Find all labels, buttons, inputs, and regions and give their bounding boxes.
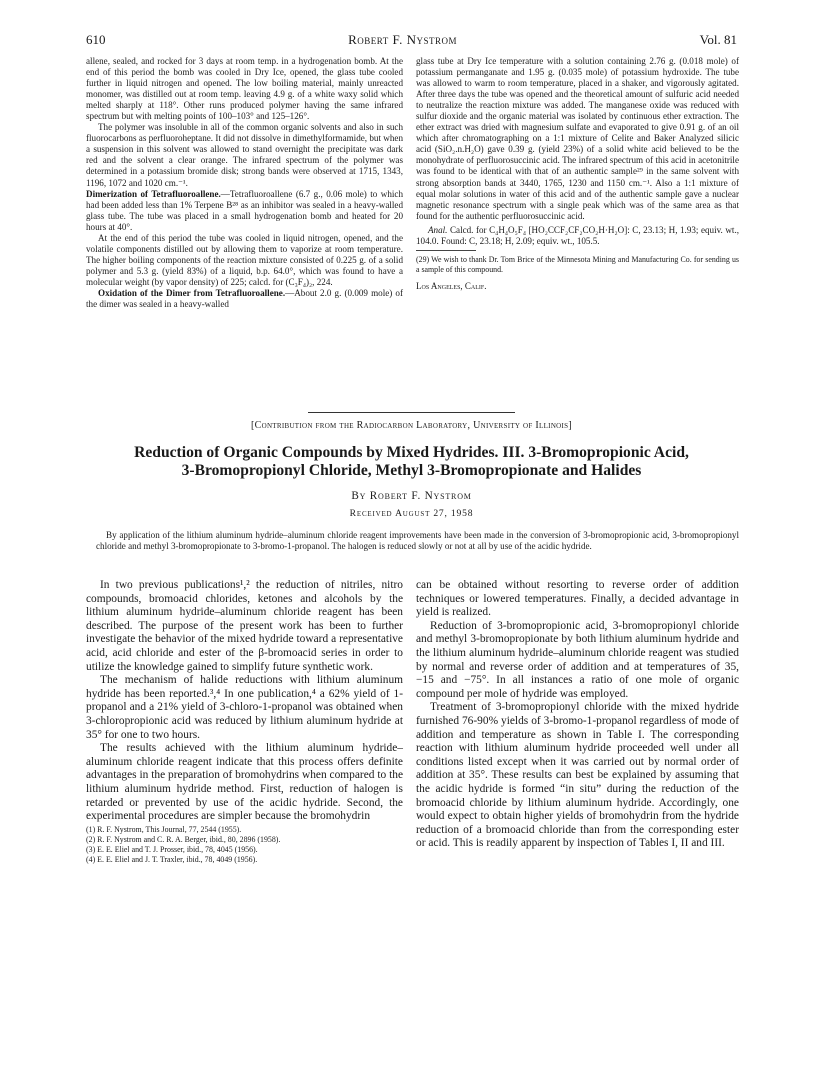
paragraph: At the end of this period the tube was cooled in liquid nitrogen, opened, and the volatile components distilled out by allowing them to vaporize at room temperature. The higher boiling components of the reaction mixture consisted of 0.225 g. of a solid polymer and 5.3 g. (yield 83%) of a liquid, b.p. 64.0°, which was found to have a molecular weight (by vapor density) of 225; calcd. for (C₃F₄)₂, 224. <box>86 232 403 287</box>
analysis-body: Calcd. for C₄H₄O₅F₄ [HO₂CCF₂CF₂CO₂H·H₂O]: C, 23.13; H, 1.93; equiv. wt., 104.0. Found: C, 23.18; H, 2.09; equiv. wt., 105.5. <box>416 224 739 246</box>
reference-list <box>86 825 403 865</box>
paragraph: Reduction of 3-bromopropionic acid, 3-bromopropionyl chloride and methyl 3-bromopropionate by both lithium aluminum hydride and the lithium aluminum hydride–aluminum chloride reagent was studied by normal and reverse order of addition and at temperatures of 35, −15 and −75°. In all instances a ratio of one mole of organic compound per mole of hydride was employed. <box>416 619 739 700</box>
footnote-rule <box>416 250 476 251</box>
reference: (4) E. E. Eliel and J. T. Traxler, ibid., 78, 4049 (1956). <box>86 854 258 864</box>
reference: (2) R. F. Nystrom and C. R. A. Berger, ibid., 80, 2896 (1958). <box>86 834 281 844</box>
paragraph: can be obtained without resorting to reverse order of addition techniques or lowered temperatures. Finally, a decided advantage in yield is realized. <box>416 579 739 619</box>
running-title: Robert F. Nystrom <box>348 32 458 47</box>
prev-article-right-column <box>416 56 739 292</box>
anal-label: Anal. <box>428 224 448 235</box>
page-header <box>86 30 737 50</box>
paragraph: The mechanism of halide reductions with lithium aluminum hydride has been reported.³,⁴ In one publication,⁴ a 62% yield of 1-propanol and a 21% yield of 3-chloro-1-propanol was obtained when 3-chloropropionic acid was reduced by lithium aluminum hydride at 35° for one to two hours. <box>86 674 403 741</box>
volume-label: Vol. 81 <box>699 32 737 47</box>
analysis-paragraph <box>416 225 739 247</box>
abstract: By application of the lithium aluminum hydride–aluminum chloride reagent improvements have been made in the conversion of 3-bromopropionic acid, 3-bromopropionyl chloride and methyl 3-bromopropionate to 3-bromo-1-propanol. The halogen is reduced slowly or not at all by use of the acidic hydride. <box>96 530 739 551</box>
paragraph <box>86 189 403 233</box>
page-number: 610 <box>86 32 106 47</box>
location: Los Angeles, Calif. <box>416 280 487 291</box>
paragraph: The results achieved with the lithium aluminum hydride–aluminum chloride reagent indicate that this process offers definite advantages in the preparation of bromohydrins when compared to the lithium aluminum hydride method. First, reduction of halogen is retarded or prevented by use of the acidic hydride. Second, the experimental procedures are simpler because the bromohydrin <box>86 742 403 823</box>
article-title <box>86 444 737 480</box>
title-line: 3-Bromopropionyl Chloride, Methyl 3-Bromopropionate and Halides <box>181 462 642 479</box>
reference: (3) E. E. Eliel and T. J. Prosser, ibid., 78, 4045 (1956). <box>86 844 258 854</box>
footnote: (29) We wish to thank Dr. Tom Brice of the Minnesota Mining and Manufacturing Co. for sending us a sample of this compound. <box>416 254 739 274</box>
paragraph: allene, sealed, and rocked for 3 days at room temp. in a hydrogenation bomb. At the end of this period the bomb was cooled in Dry Ice, opened, the glass tube cooled further in liquid nitrogen and opened. The low boiling material, mainly unreacted monomer, was distilled out at room temp. leaving 4.9 g. of a white waxy solid which melted sharply at 118°. Other runs produced polymer having the same infrared spectrum but with melting points of 100–103° and 125–126°. <box>86 56 403 122</box>
paragraph: Treatment of 3-bromopropionyl chloride with the mixed hydride furnished 76-90% yields of 3-bromo-1-propanol regardless of mode of addition and temperature as shown in Table I. The corresponding reaction with lithium aluminum hydride proceeded well under all conditions listed except when it was carried out by normal order of addition at 35°. These results can best be explained by assuming that the acidic hydride is formed “in situ” during the reduction of the bromoacid chloride by lithium aluminum hydride. Accordingly, one would expect to obtain higher yields of bromohydrin from the hydride reduction of a bromoacid chloride than from the corresponding ester or acid. This is readily apparent by inspection of Tables I, II and III. <box>416 701 739 850</box>
article-left-column <box>86 579 403 865</box>
paragraph-body: —About 2.0 g. (0.009 mole) of the dimer was sealed in a heavy-walled <box>86 287 403 310</box>
title-line: Reduction of Organic Compounds by Mixed Hydrides. III. 3-Bromopropionic Acid, <box>134 444 689 461</box>
received-date: Received August 27, 1958 <box>349 508 474 519</box>
author-byline: By Robert F. Nystrom <box>351 490 472 502</box>
section-heading: Dimerization of Tetrafluoroallene. <box>86 188 221 199</box>
paragraph <box>86 288 403 310</box>
section-heading: Oxidation of the Dimer from Tetrafluoroallene. <box>98 287 286 298</box>
article-right-column <box>416 579 739 851</box>
paragraph: glass tube at Dry Ice temperature with a solution containing 2.76 g. (0.018 mole) of potassium permanganate and 1.95 g. (0.035 mole) of potassium hydroxide. The tube was allowed to warm to room temperature, placed in a shaker, and vigorously agitated. After three days the tube was opened and the theoretical amount of sulfuric acid needed to neutralize the reaction mixture was added. The manganese oxide was reduced with sulfur dioxide and the organic material was isolated by continuous ether extraction. The ether extract was dried with magnesium sulfate and evaporated to give 0.91 g. of an oil which after chromatographing on a 1:1 mixture of Celite and Baker Analyzed silicic acid (SiO₂.n.H₂O) gave 0.39 g. (yield 23%) of a solid white acid believed to be the monohydrate of perfluorosuccinic acid. The infrared spectrum of this acid in acetonitrile was found to be identical with that of an authentic sample²⁹ in the same solvent with strong absorption bands at 3440, 1765, 1230 and 1150 cm.⁻¹. Also a 1:1 mixture of equal molar solutions in water of this acid and of the authentic sample gave a nuclear magnetic resonance spectrum with a single peak which was of the same area as that found for the authentic perfluorosuccinic acid. <box>416 56 739 221</box>
contribution-line: [Contribution from the Radiocarbon Laboratory, University of Illinois] <box>251 420 572 431</box>
paragraph-body: —Tetrafluoroallene (6.7 g., 0.06 mole) to which had been added less than 1% Terpene B²⁸ as an inhibitor was sealed in a heavy-walled glass tube. The tube was placed in a small hydrogenation bomb and heated for 20 hours at 40°. <box>86 188 403 232</box>
paragraph: The polymer was insoluble in all of the common organic solvents and also in such fluorocarbons as perfluoroheptane. It did not dissolve in dimethylformamide, but when a suspension in this solvent was allowed to stand overnight the precipitate was dark red and the solvent a clear orange. The infrared spectrum of the polymer was determined in a potassium bromide disk; strong bands were observed at 1715, 1343, 1196, 1072 and 1020 cm.⁻¹. <box>86 122 403 188</box>
prev-article-left-column <box>86 56 403 310</box>
paragraph: In two previous publications¹,² the reduction of nitriles, nitro compounds, bromoacid chlorides, ketones and alcohols by the lithium aluminum hydride–aluminum chloride reagent has been described. The purpose of the present work has been to further investigate the behavior of the mixed hydride toward a representative acid, acid chloride and ester of the β-bromoacid series in order to utilize the knowledge gained to simplify future synthetic work. <box>86 579 403 673</box>
article-divider <box>308 412 515 413</box>
reference: (1) R. F. Nystrom, This Journal, 77, 2544 (1955). <box>86 824 242 834</box>
